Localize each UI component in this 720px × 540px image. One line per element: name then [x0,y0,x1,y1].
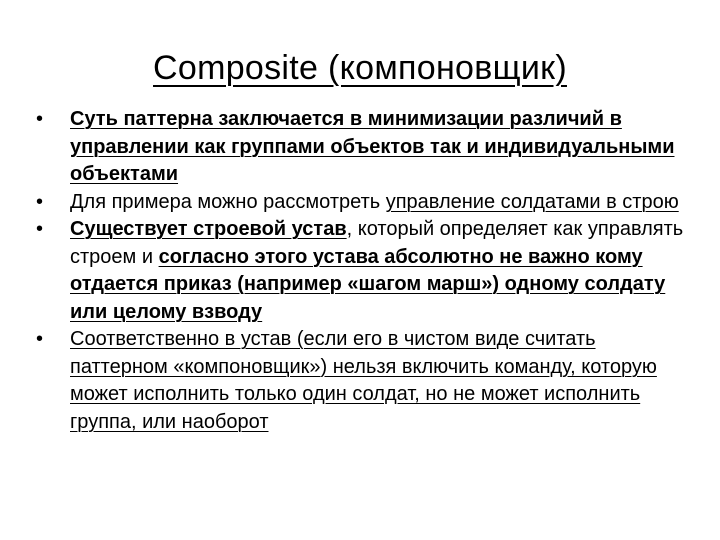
bullet-text-underlined: Соответственно в устав (если его в чистом виде считать паттерном «компоновщик») нельзя включить команду, которую может исполнить только один солдат, но не может исполнить группа, или наоборот [70,328,657,433]
bullet-marker: • [36,190,44,213]
bullet-text: Суть паттерна заключается в минимизации различий в управлении как группами объектов так и индивидуальными объектами [70,108,675,185]
bullet-text-emphasis: согласно этого устава абсолютно не важно кому отдается приказ (например «шагом марш») одному солдату или целому взводу [70,245,666,323]
bullet-item [36,216,686,326]
bullet-item [36,189,686,217]
bullet-text: , который определяет как управлять строем и [70,218,684,268]
slide-title: Composite (компоновщик) [153,49,567,87]
bullet-marker: • [36,218,44,240]
bullet-marker: • [36,328,44,350]
bullet-text-underlined: управление солдатами в строю [385,190,679,213]
bullet-text: Для примера можно рассмотреть [70,190,386,213]
bullet-text-emphasis: Существует строевой устав [70,218,347,240]
bullet-marker: • [36,108,44,130]
bullet-item [36,106,686,189]
bullet-list [36,106,686,436]
bullet-item [36,326,686,436]
